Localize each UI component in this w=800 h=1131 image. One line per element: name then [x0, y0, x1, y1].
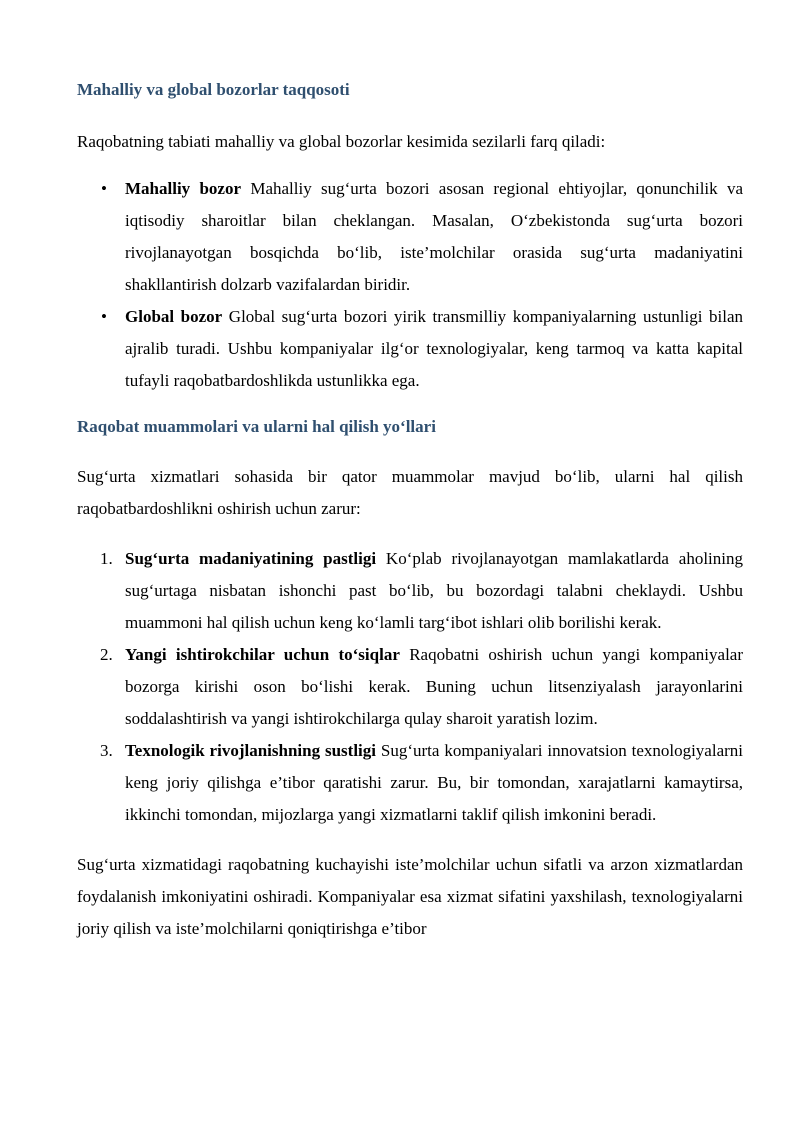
list-item-title: Mahalliy bozor — [125, 179, 242, 198]
list-item-text: Sug‘urta kompaniyalari innovatsion texnologiyalarni keng joriy qilishga e’tibor qaratishi zarur. Bu, bir tomondan, xarajatlarni kamaytirsa, ikkinchi tomondan, mijozlarga yangi xizmatlarni taklif qilish imkonini beradi. — [125, 741, 744, 824]
list-item-text: Ko‘plab rivojlanayotgan mamlakatlarda aholining sug‘urtaga nisbatan ishonchi past bo‘lib, bu bozordagi talabni cheklaydi. Ushbu muammoni hal qilish uchun keng ko‘lamli targ‘ibot ishlari olib borilishi kerak. — [125, 549, 743, 632]
section-heading-competition-problems: Raqobat muammolari va ularni hal qilish yo‘llari — [77, 417, 436, 436]
list-item-title: Sug‘urta madaniyatining pastligi — [125, 549, 377, 568]
list-number: 2. — [100, 645, 113, 664]
numbered-list — [77, 543, 743, 831]
list-item-text: Global sug‘urta bozori yirik transmilliy kompaniyalarning ustunligi bilan ajralib turadi. Ushbu kompaniyalar ilg‘or texnologiyalar, keng tarmoq va katta kapital tufayli raqobatbardoshlikda ustunlikka ega. — [125, 307, 744, 390]
bullet-list — [77, 173, 743, 397]
list-item-title: Global bozor — [125, 307, 223, 326]
list-item-text: Raqobatni oshirish uchun yangi kompaniyalar bozorga kirishi oson bo‘lishi kerak. Buning uchun litsenziyalash jarayonlarini soddalashtirish va yangi ishtirokchilarga qulay sharoit yaratish lozim. — [125, 645, 743, 728]
list-item — [77, 301, 743, 397]
closing-paragraph: Sug‘urta xizmatidagi raqobatning kuchayishi iste’molchilar uchun sifatli va arzon xizmatlardan foydalanish imkoniyatini oshiradi. Kompaniyalar esa xizmat sifatini yaxshilash, texnologiyalarni joriy qilish va iste’molchilarni qoniqtirishga e’tibor — [77, 855, 743, 938]
list-item-text: Mahalliy sug‘urta bozori asosan regional ehtiyojlar, qonunchilik va iqtisodiy sharoitlar bilan cheklangan. Masalan, O‘zbekistonda sug‘urta bozori rivojlanayotgan bosqichda bo‘lib, iste’molchilar orasida sug‘urta madaniyatini shakllantirish dolzarb vazifalardan biridir. — [125, 179, 744, 294]
list-item — [77, 639, 743, 735]
list-item — [77, 173, 743, 301]
bullet-icon: • — [101, 179, 107, 198]
list-item — [77, 735, 743, 831]
list-number: 1. — [100, 549, 113, 568]
list-item-title: Yangi ishtirokchilar uchun to‘siqlar — [125, 645, 400, 664]
list-item-title: Texnologik rivojlanishning sustligi — [125, 741, 376, 760]
list-number: 3. — [100, 741, 113, 760]
bullet-icon: • — [101, 307, 107, 326]
section-heading-markets-comparison: Mahalliy va global bozorlar taqqosoti — [77, 80, 350, 99]
list-item — [77, 543, 743, 639]
section-intro-paragraph: Raqobatning tabiati mahalliy va global bozorlar kesimida sezilarli farq qiladi: — [77, 132, 606, 151]
section-intro-paragraph: Sug‘urta xizmatlari sohasida bir qator muammolar mavjud bo‘lib, ularni hal qilish raqobatbardoshlikni oshirish uchun zarur: — [77, 467, 743, 518]
document-page — [77, 70, 743, 945]
